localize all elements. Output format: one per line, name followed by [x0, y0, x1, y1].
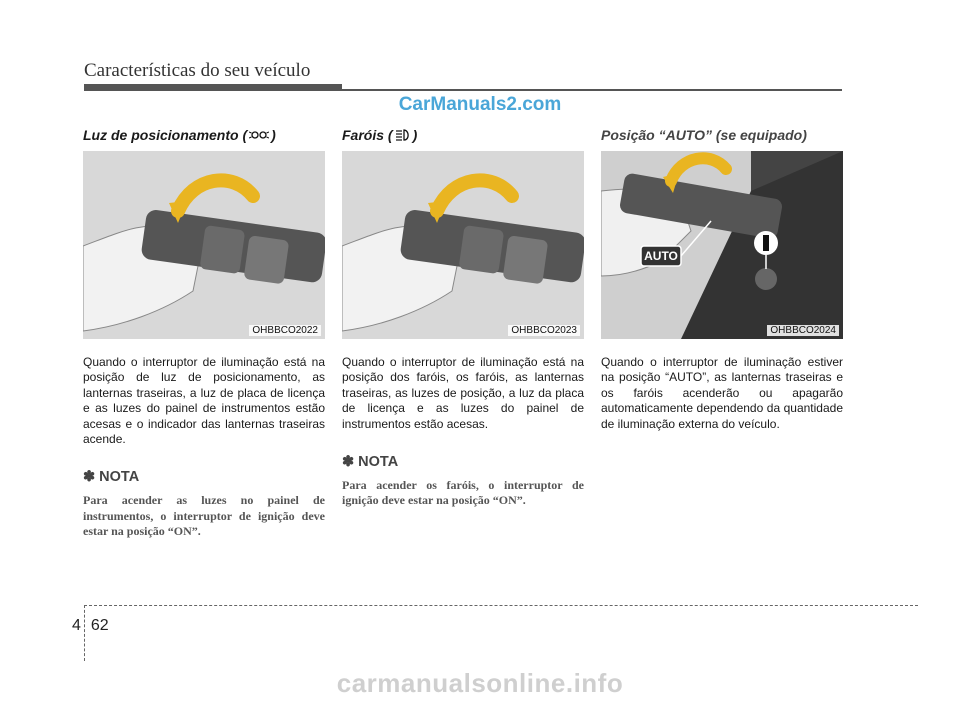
auto-label: AUTO [644, 249, 678, 263]
body-text: Quando o interruptor de iluminação está na posição dos faróis, os faróis, as lanternas traseiras, as luzes de posição, a luz da placa de licença e as luzes do painel de instrumentos estão acesas. [342, 355, 584, 431]
section-title [342, 124, 584, 146]
section-title: Posição “AUTO” (se equipado) [601, 127, 807, 143]
note-text: Para acender as luzes no painel de instrumentos, o interruptor de ignição deve estar na posição “ON”. [83, 493, 325, 539]
section-number: 4 [72, 617, 81, 634]
figure-code: OHBBCO2024 [767, 325, 839, 336]
figure-switch-auto [601, 151, 843, 339]
position-lamp-icon [249, 129, 269, 141]
figure-switch-position [83, 151, 325, 339]
headlamp-icon [395, 128, 411, 142]
section-title [83, 124, 325, 146]
watermark-top: CarManuals2.com [398, 94, 562, 115]
section-position-lamp [83, 124, 325, 540]
section-headlamps [342, 124, 584, 509]
header-bar [84, 84, 342, 91]
lever-illustration [83, 151, 325, 339]
figure-code: OHBBCO2023 [508, 325, 580, 336]
body-text: Quando o interruptor de iluminação estiver na posição “AUTO”, as lanternas traseiras e os faróis acenderão ou apagarão automaticamente dependendo da quantidade de iluminação externa do veículo. [601, 355, 843, 431]
section-title-text: Faróis ( [342, 127, 393, 143]
note-title: ✽ NOTA [342, 454, 399, 471]
watermark-bottom: carmanualsonline.info [336, 668, 624, 698]
figure-code: OHBBCO2022 [249, 325, 321, 336]
section-title-suffix: ) [412, 127, 418, 143]
page-number-value: 62 [90, 617, 109, 634]
section-auto [601, 124, 843, 432]
header-rule [342, 89, 842, 91]
page-number [72, 617, 109, 635]
body-text: Quando o interruptor de iluminação está na posição de luz de posicionamento, as lanternas traseiras, a luz de placa de licença e as luzes do painel de instrumentos estão acesas e o indicador das lanternas traseiras acende. [83, 355, 325, 447]
lever-illustration [342, 151, 584, 339]
header-title: Características do seu veículo [84, 60, 311, 81]
note-text: Para acender os faróis, o interruptor de ignição deve estar na posição “ON”. [342, 478, 584, 508]
section-title-suffix: ) [271, 127, 276, 143]
figure-switch-headlamp [342, 151, 584, 339]
footer-rule [84, 605, 918, 606]
note-title: ✽ NOTA [83, 469, 140, 486]
section-title-text: Luz de posicionamento ( [83, 127, 248, 143]
lever-auto-illustration [601, 151, 843, 339]
